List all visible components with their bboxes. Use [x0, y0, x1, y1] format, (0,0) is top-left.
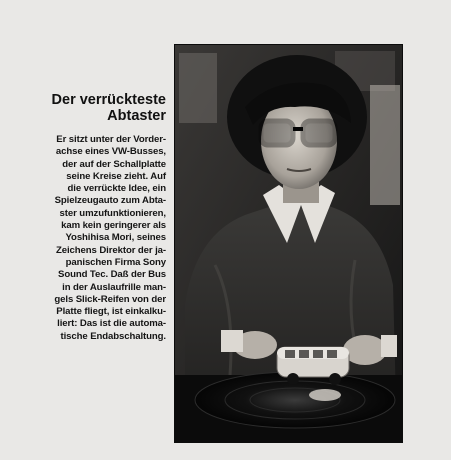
body-line: panischen Firma Sony	[65, 256, 166, 268]
body-line: gels Slick-Reifen von der	[54, 293, 166, 305]
body-line: Yoshihisa Mori, seines	[65, 232, 166, 244]
body-line: liert: Das ist die automa-	[57, 318, 166, 330]
article-column	[22, 92, 166, 343]
body-line: kam kein geringerer als	[61, 220, 166, 232]
body-line: ster umzufunktionieren,	[59, 207, 166, 219]
body-line: Spielzeugauto zum Abta-	[54, 195, 166, 207]
body-line: achse eines VW-Busses,	[55, 146, 166, 158]
body-line: seine Kreise zieht. Auf	[66, 170, 166, 182]
headline-line-2: Abtaster	[107, 108, 166, 124]
body-line: tische Endabschaltung.	[60, 330, 166, 342]
photo-illustration	[175, 45, 402, 442]
body-line: in der Auslaufrille man-	[62, 281, 166, 293]
body-line: der auf der Schallplatte	[62, 158, 166, 170]
right-hand	[343, 335, 387, 365]
article-body	[22, 134, 166, 343]
headline-line-1: Der verrückteste	[51, 92, 166, 108]
body-line: Sound Tec. Daß der Bus	[58, 269, 166, 281]
article-headline	[22, 92, 166, 124]
body-line: die verrückte Idee, ein	[67, 183, 166, 195]
body-line: Zeichens Direktor der ja-	[56, 244, 166, 256]
article-photo	[174, 44, 403, 443]
body-line: Platte fliegt, ist einkalku-	[56, 306, 166, 318]
body-line: Er sitzt unter der Vorder-	[56, 134, 166, 145]
